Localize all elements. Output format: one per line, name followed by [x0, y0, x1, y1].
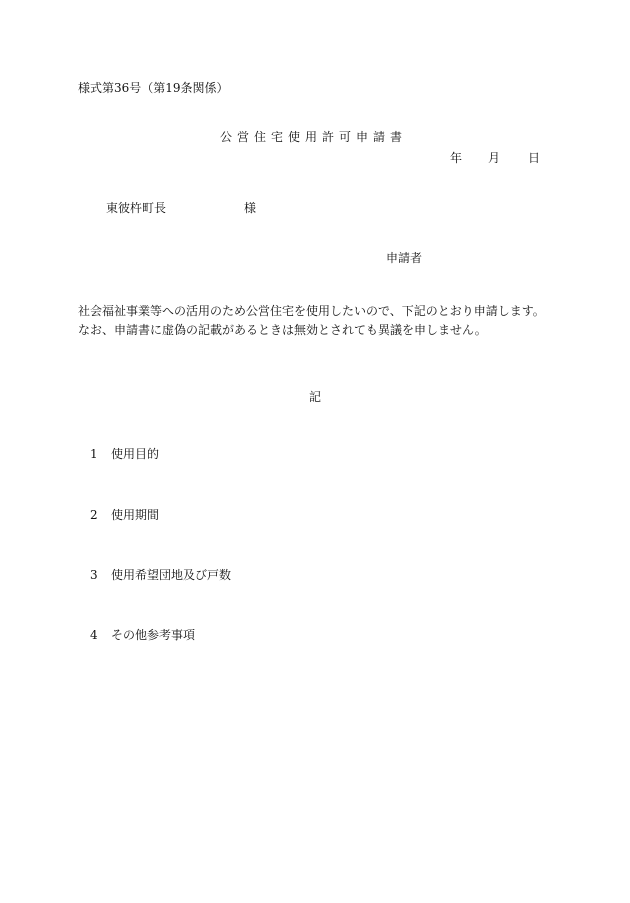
- item-number: 2: [90, 508, 98, 522]
- date-day-label: 日: [528, 151, 541, 165]
- list-item: [90, 446, 159, 462]
- applicant-label: 申請者: [386, 251, 423, 265]
- item-label: 使用希望団地及び戸数: [111, 568, 232, 582]
- item-label: その他参考事項: [111, 628, 196, 642]
- list-item: [90, 507, 159, 523]
- item-number: 3: [90, 568, 98, 582]
- addressee-honorific: 様: [244, 201, 257, 215]
- list-item: [90, 627, 195, 643]
- document-title: 公営住宅使用許可申請書: [220, 130, 408, 144]
- item-number: 1: [90, 447, 98, 461]
- item-label: 使用目的: [111, 447, 160, 461]
- body-paragraph-2: なお、申請書に虚偽の記載があるときは無効とされても異議を申しません。: [78, 323, 487, 337]
- body-text: [64, 302, 558, 340]
- addressee-name: 東彼杵町長: [106, 201, 167, 215]
- form-number: 様式第36号（第19条関係）: [78, 81, 229, 95]
- item-number: 4: [90, 628, 98, 642]
- list-item: [90, 567, 231, 583]
- body-paragraph-1: 社会福祉事業等への活用のため公営住宅を使用したいので、下記のとおり申請します。: [78, 304, 545, 318]
- date-month-label: 月: [488, 151, 501, 165]
- ki-heading: 記: [309, 390, 322, 404]
- item-label: 使用期間: [111, 508, 160, 522]
- date-year-label: 年: [450, 151, 463, 165]
